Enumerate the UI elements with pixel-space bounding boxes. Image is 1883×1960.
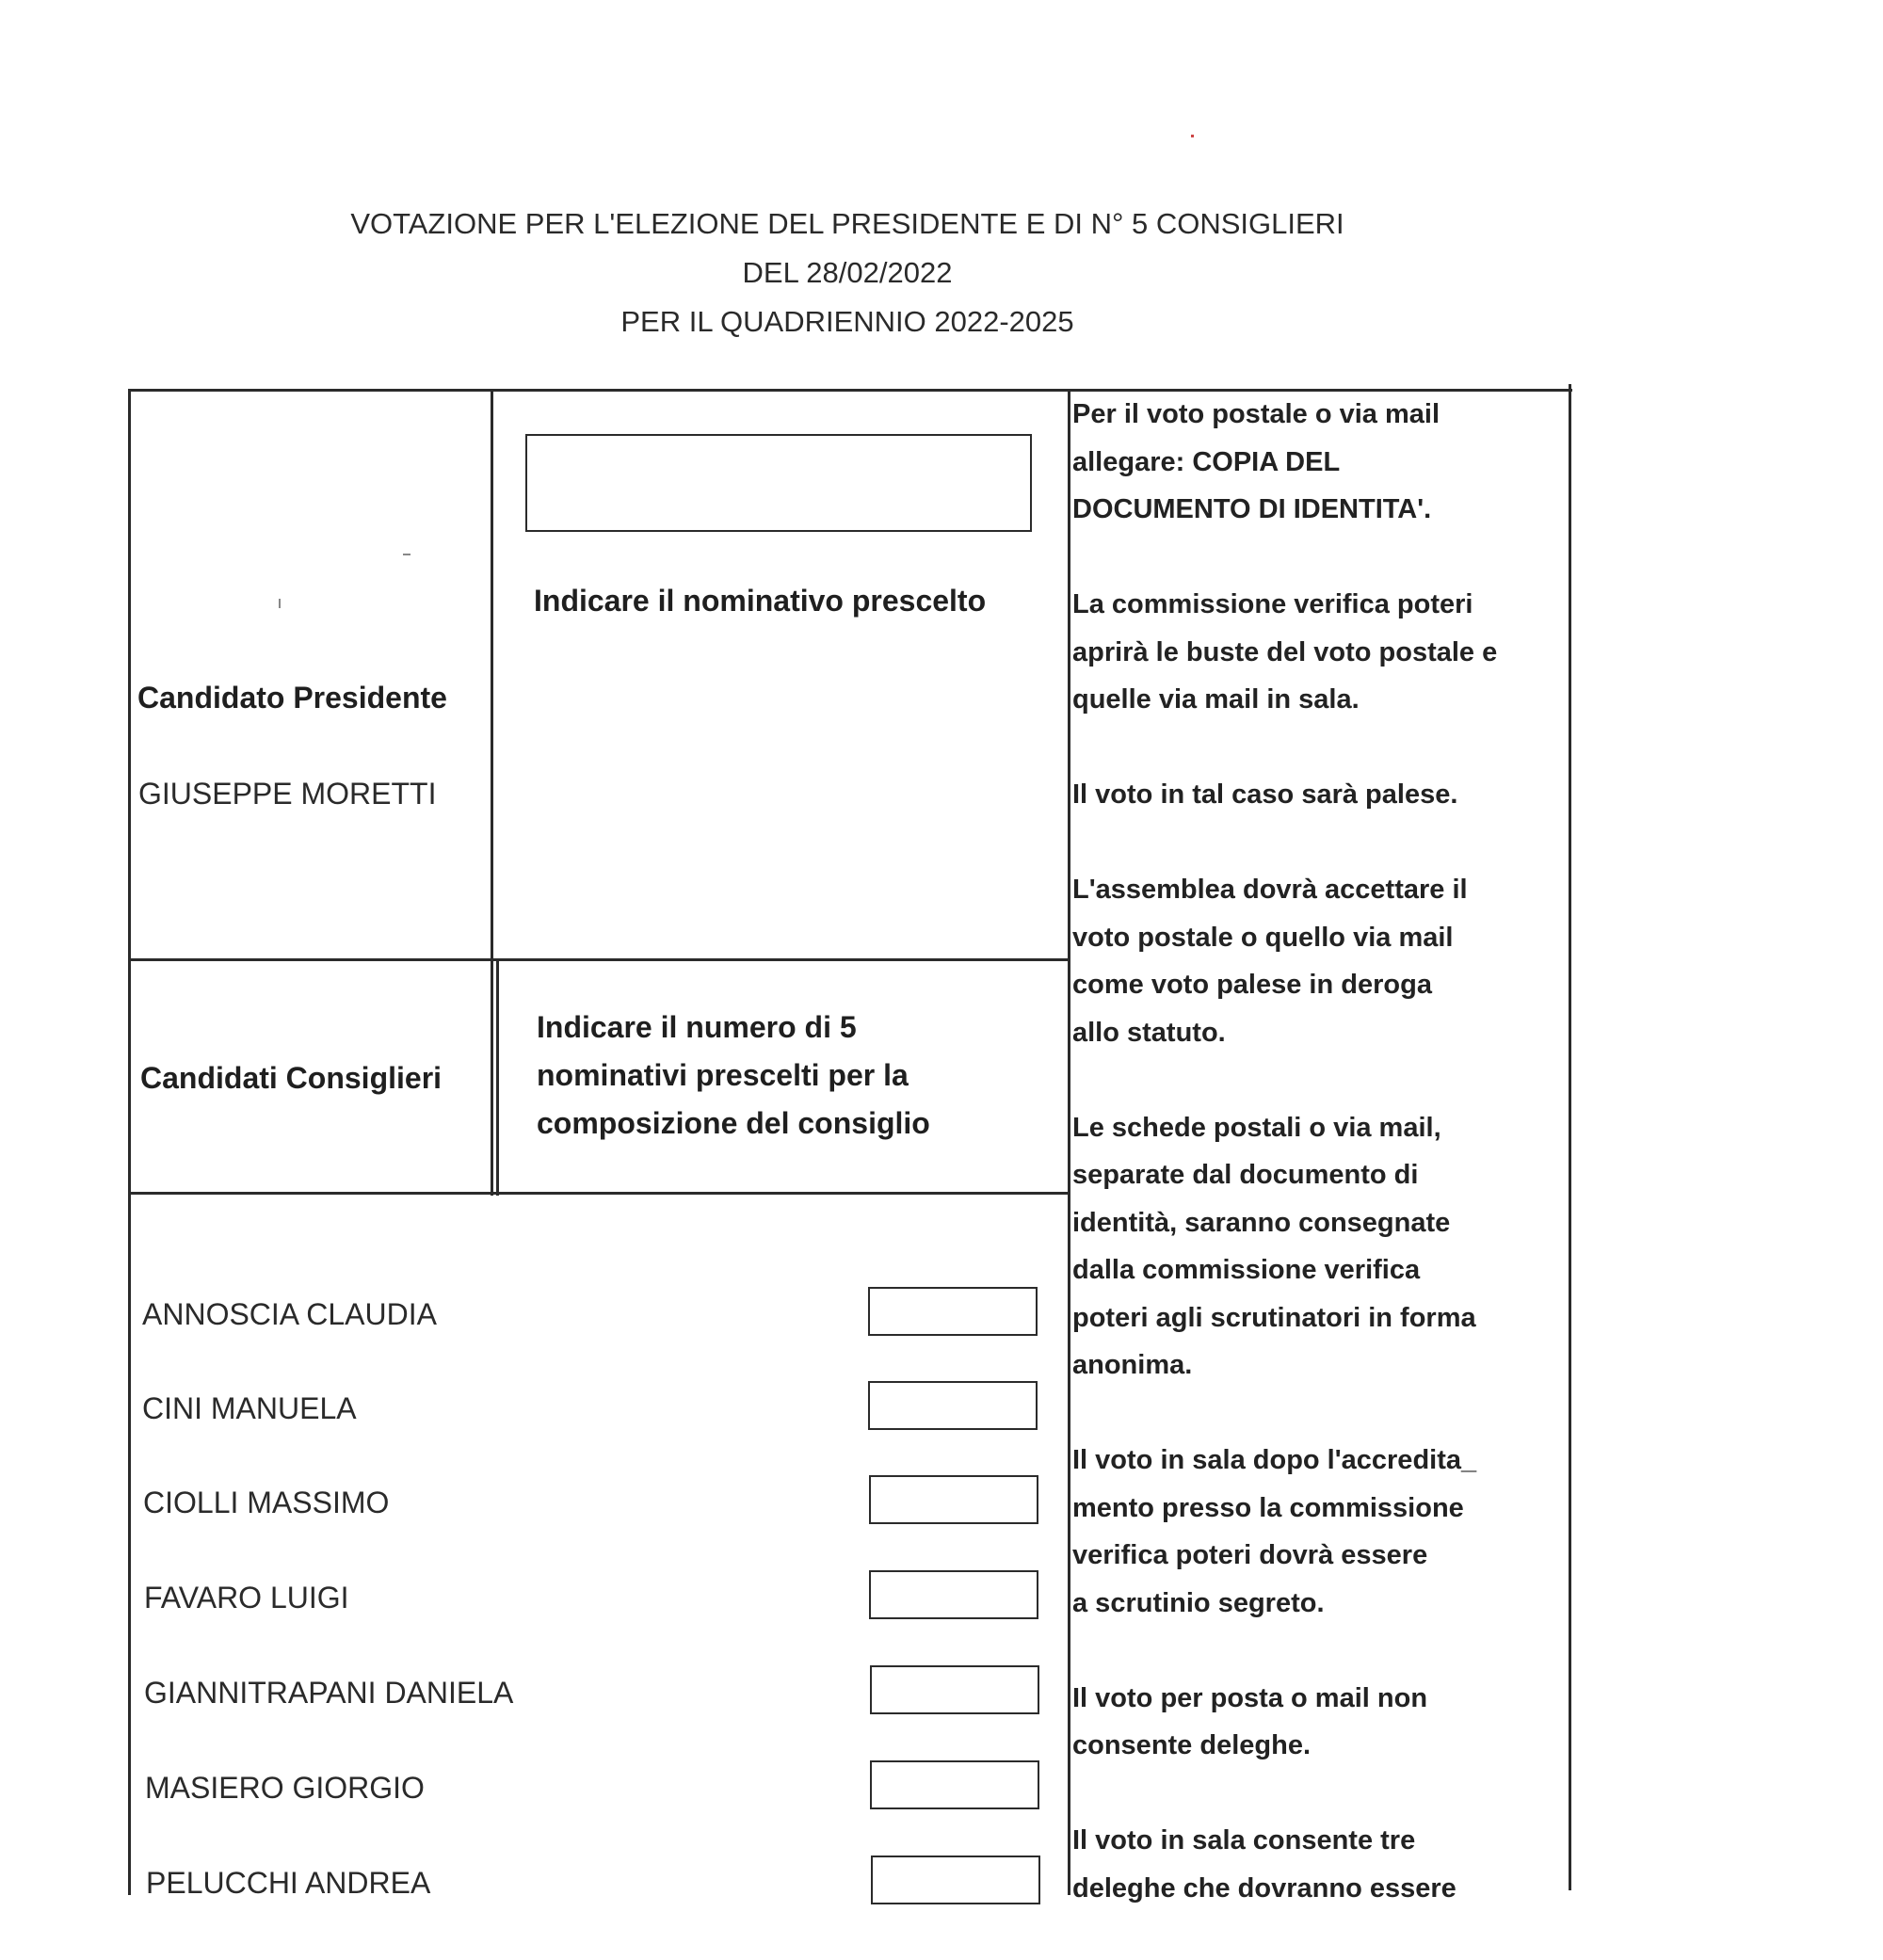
table-right-border: [1569, 384, 1571, 1890]
president-instruction: Indicare il nominativo prescelto: [534, 584, 987, 618]
candidate-vote-box[interactable]: [869, 1475, 1038, 1524]
candidate-vote-box[interactable]: [870, 1665, 1039, 1714]
note-line: consente deleghe.: [1072, 1730, 1312, 1760]
candidate-vote-box[interactable]: [868, 1287, 1038, 1336]
note-line: come voto palese in deroga: [1072, 970, 1432, 1000]
column-divider-1: [491, 391, 493, 1196]
candidate-name: GIANNITRAPANI DANIELA: [144, 1676, 514, 1710]
note-paragraph: [1072, 1437, 1562, 1627]
note-line: separate dal documento di: [1072, 1160, 1419, 1190]
ballot-header: [0, 200, 1695, 346]
note-paragraph: [1072, 391, 1562, 534]
note-paragraph: [1072, 581, 1562, 724]
president-candidate-name: GIUSEPPE MORETTI: [138, 777, 437, 811]
column-divider-1b: [496, 958, 499, 1196]
note-paragraph: [1072, 1675, 1562, 1770]
president-vote-box[interactable]: [525, 434, 1032, 532]
note-line: deleghe che dovranno essere: [1072, 1872, 1457, 1904]
councillors-instruction-1: Indicare il numero di 5: [537, 1010, 857, 1044]
councillors-instruction-3: composizione del consiglio: [537, 1106, 930, 1140]
note-line: allegare: COPIA DEL: [1072, 446, 1341, 477]
candidate-name: PELUCCHI ANDREA: [146, 1866, 431, 1900]
note-line: poteri agli scrutinatori in forma: [1072, 1302, 1476, 1333]
note-line: identità, saranno consegnate: [1072, 1207, 1451, 1238]
scan-speck: [279, 599, 281, 608]
candidate-name: CIOLLI MASSIMO: [143, 1486, 390, 1519]
header-title: VOTAZIONE PER L'ELEZIONE DEL PRESIDENTE E DI N° 5 CONSIGLIERI: [350, 207, 1344, 240]
note-line: Le schede postali o via mail,: [1072, 1112, 1441, 1143]
councillors-instruction-2: nominativi prescelti per la: [537, 1058, 909, 1092]
candidate-name: MASIERO GIORGIO: [145, 1771, 425, 1805]
note-line: Il voto in sala dopo l'accredita_: [1072, 1445, 1477, 1475]
note-line: Il voto in tal caso sarà palese.: [1072, 779, 1458, 810]
note-line: mento presso la commissione: [1072, 1492, 1464, 1523]
councillors-label: Candidati Consiglieri: [140, 1061, 443, 1095]
candidate-vote-box[interactable]: [871, 1856, 1040, 1904]
scan-speck: [1191, 135, 1194, 137]
note-line: verifica poteri dovrà essere: [1072, 1540, 1428, 1570]
note-line: Per il voto postale o via mail: [1072, 399, 1440, 429]
note-line: aprirà le buste del voto postale e: [1072, 636, 1498, 667]
note-line: Il voto in sala consente tre: [1072, 1825, 1416, 1856]
candidate-vote-box[interactable]: [868, 1381, 1038, 1430]
note-line: L'assemblea dovrà accettare il: [1072, 875, 1468, 905]
note-line: allo statuto.: [1072, 1017, 1226, 1048]
note-line: Il voto per posta o mail non: [1072, 1682, 1428, 1713]
voting-notes: [1072, 391, 1562, 1960]
president-label: Candidato Presidente: [137, 681, 447, 715]
header-period: PER IL QUADRIENNIO 2022-2025: [620, 305, 1074, 338]
table-left-border: [128, 389, 131, 1895]
row-divider-1: [130, 958, 1070, 961]
candidate-vote-box[interactable]: [870, 1760, 1039, 1809]
note-line: DOCUMENTO DI IDENTITA'.: [1072, 494, 1432, 524]
candidate-vote-box[interactable]: [869, 1570, 1038, 1619]
note-line: quelle via mail in sala.: [1072, 684, 1360, 715]
note-paragraph: [1072, 1817, 1562, 1912]
row-divider-2: [130, 1192, 1070, 1195]
candidate-name: FAVARO LUIGI: [144, 1581, 349, 1615]
candidate-name: ANNOSCIA CLAUDIA: [142, 1297, 437, 1331]
note-line: a scrutinio segreto.: [1072, 1587, 1325, 1618]
note-paragraph: [1072, 1104, 1562, 1390]
note-line: anonima.: [1072, 1350, 1193, 1380]
header-date: DEL 28/02/2022: [742, 256, 953, 289]
note-line: voto postale o quello via mail: [1072, 922, 1454, 953]
column-divider-2: [1068, 389, 1070, 1895]
note-line: La commissione verifica poteri: [1072, 589, 1473, 619]
note-paragraph: [1072, 771, 1562, 819]
candidate-name: CINI MANUELA: [142, 1391, 357, 1425]
note-paragraph: [1072, 866, 1562, 1056]
note-line: dalla commissione verifica: [1072, 1255, 1421, 1285]
scan-speck: [403, 554, 410, 555]
